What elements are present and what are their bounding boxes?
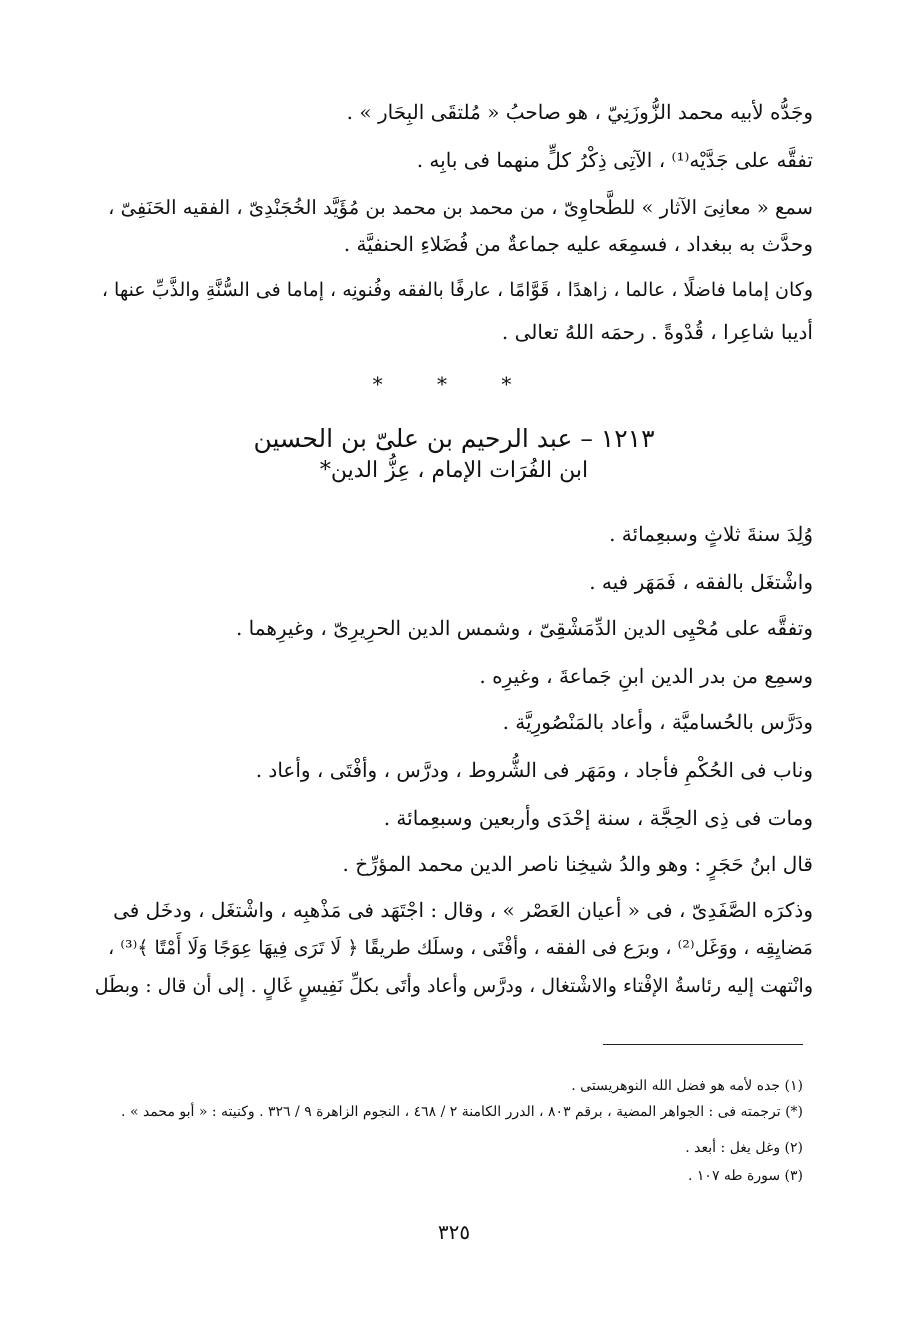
text-line: وجَدُّه لأبيه محمد الزُّوزَنِيّ ، هو صاحبُ « مُلتقَى البِحَار » . [346, 100, 813, 124]
footnote: (*) ترجمته فى : الجواهر المضية ، برقم ٨٠٣ ، الدرر الكامنة ٢ / ٤٦٨ ، النجوم الزاهرة ٩ / ٣٢٦ . وكنيته : « أبو محمد » . [121, 1104, 803, 1120]
text-line: مَضايِقِه ، ووَغَل⁽²⁾ ، وبرَع فى الفقه ، وأفْتَى ، وسلَك طريقًا ﴿ لَا تَرَى فِيهَا عِوَجًا وَلَا أَمْتًا ﴾⁽³⁾ ، [108, 937, 813, 959]
text-line: واشْتغَل بالفقه ، فَمَهَر فيه . [589, 570, 813, 594]
text-line: تفقَّه على جَدَّيْه⁽¹⁾ ، الآتِى ذِكْرُ كلٍّ منهما فى بابِه . [416, 148, 813, 172]
footnote: (٣) سورة طه ١٠٧ . [688, 1168, 803, 1184]
footnote: (٢) وغل يغل : أبعد . [685, 1140, 803, 1156]
entry-subheading: ابن الفُرَات الإمام ، عِزُّ الدين* [319, 458, 589, 483]
text-line: وسمِع من بدر الدين ابنِ جَماعةَ ، وغيرِه . [479, 664, 813, 688]
page-number: ٣٢٥ [437, 1220, 471, 1244]
footnote-divider [603, 1044, 803, 1045]
text-line: وكان إماما فاضلًا ، عالما ، زاهدًا ، قَوَّامًا ، عارفًا بالفقه وفُنونِه ، إماما فى السُّنَّةِ والذَّبِّ عنها ، [101, 279, 813, 301]
text-line: وانْتهت إليه رئاسةُ الإفْتاء والاشْتغال ، ودرَّس وأعاد وأتَى بكلِّ نَفِيسٍ غَالٍ . إلى أن قال : وبطَل [94, 975, 813, 997]
section-separator: * * * [372, 372, 536, 396]
text-line: وتفقَّه على مُحْيِى الدين الدِّمَشْقِىّ ، وشمس الدين الحرِيرِىّ ، وغيرِهما . [235, 616, 813, 640]
text-line: قال ابنُ حَجَرٍ : وهو والدُ شيخِنا ناصر الدين محمد المؤرِّخ . [342, 852, 813, 876]
text-line: ومات فى ذِى الحِجَّة ، سنة إحْدَى وأربعين وسبعِمائة . [383, 806, 813, 830]
text-line: سمع « معانِىَ الآثار » للطَّحاوِىّ ، من محمد بن محمد بن مُؤَيَّد الخُجَنْدِىّ ، الفقيه الحَنَفِىّ ، [108, 196, 813, 219]
text-line: أديبا شاعِرا ، قُدْوةً . رحمَه اللهُ تعالى . [501, 320, 813, 344]
text-line: وُلِدَ سنةَ ثلاثٍ وسبعِمائة . [609, 522, 813, 546]
text-line: وذكرَه الصَّفَدِىّ ، فى « أعيان العَصْر » ، وقال : اجْتَهَد فى مَذْهبِه ، واشْتغَل ، ودخَل فى [113, 898, 813, 922]
footnote: (١) جده لأمه هو فضل الله النوهريستى . [571, 1078, 803, 1094]
entry-heading: ١٢١٣ – عبد الرحيم بن علىّ بن الحسين [253, 424, 655, 453]
text-line: وحدَّث به ببغداد ، فسمِعَه عليه جماعةٌ من فُضَلاءِ الحنفيَّة . [343, 232, 813, 256]
text-line: ودَرَّس بالحُساميَّة ، وأعاد بالمَنْصُورِيَّة . [502, 710, 813, 734]
text-line: وناب فى الحُكْمِ فأجاد ، ومَهَر فى الشُّروط ، ودرَّس ، وأفْتَى ، وأعاد . [255, 758, 813, 782]
